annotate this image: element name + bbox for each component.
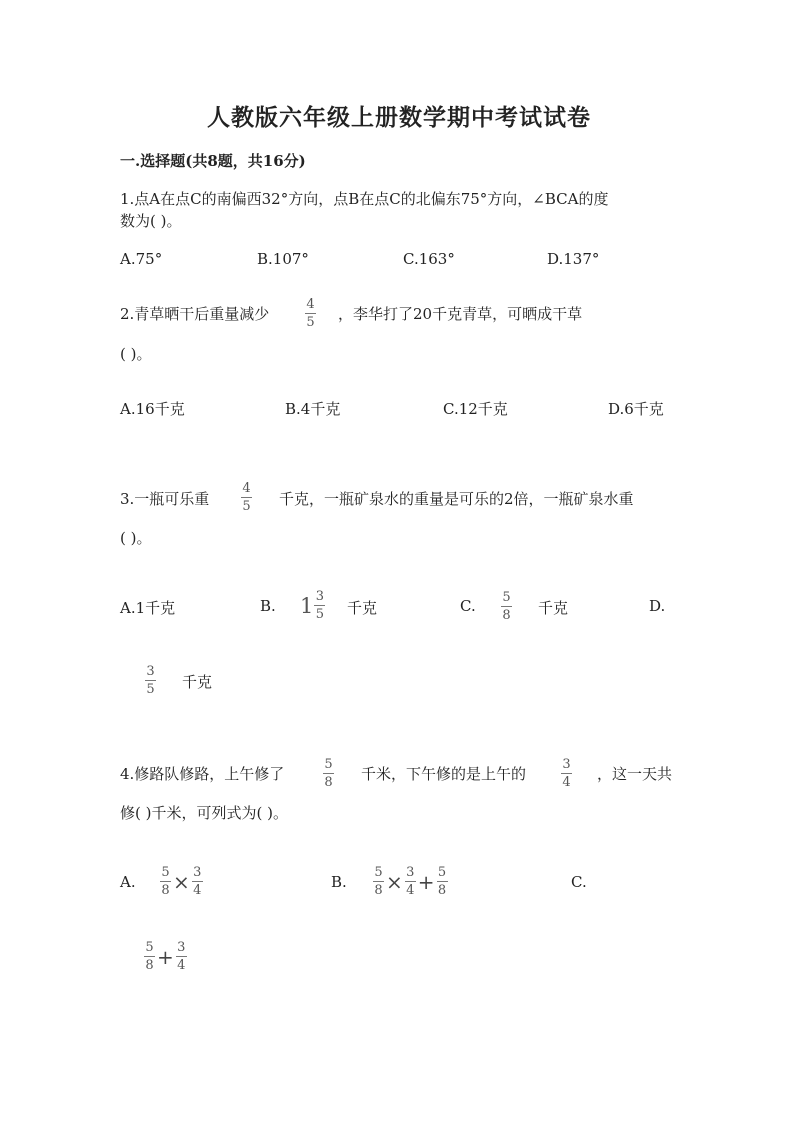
question-3-option-a[interactable]: A.1千克 <box>120 599 176 617</box>
question-3-fraction <box>241 482 252 514</box>
question-2-fraction <box>305 298 316 330</box>
question-4-text-middle: 千米，下午修的是上午的 <box>361 765 527 783</box>
plus-operator: + <box>417 870 435 894</box>
question-1-option-c[interactable]: C.163° <box>403 250 455 268</box>
fraction-bar <box>145 680 156 681</box>
option-label: C. <box>571 873 587 891</box>
fraction-numerator: 5 <box>324 757 333 772</box>
fraction-denominator: 8 <box>145 958 154 973</box>
expression-fraction <box>192 866 203 898</box>
option-label: D. <box>649 597 666 615</box>
question-1-option-b[interactable]: B.107° <box>257 250 309 268</box>
fraction-numerator: 3 <box>406 865 415 880</box>
question-4-text-start: 4.修路队修路，上午修了 <box>120 765 285 783</box>
question-1-line-1: 1.点A在点C的南偏西32°方向，点B在点C的北偏东75°方向，∠BCA的度 <box>120 190 609 208</box>
expression-fraction <box>176 941 187 973</box>
question-2-option-a[interactable]: A.16千克 <box>120 400 185 418</box>
mixed-whole: 1 <box>300 594 314 618</box>
question-4-fraction-2 <box>561 758 572 790</box>
fraction-numerator: 3 <box>315 589 325 604</box>
option-label: B. <box>260 597 276 615</box>
fraction-numerator: 5 <box>502 590 511 605</box>
fraction-numerator: 3 <box>562 757 571 772</box>
question-4-fraction-1 <box>323 758 334 790</box>
fraction-denominator: 8 <box>161 883 170 898</box>
option-fraction <box>145 665 156 697</box>
expression-fraction <box>144 941 155 973</box>
times-operator: × <box>386 870 403 894</box>
question-2-text-end: ，李华打了20千克青草，可晒成干草 <box>338 305 583 323</box>
fraction-numerator: 3 <box>177 940 186 955</box>
option-expression <box>160 866 203 898</box>
option-unit: 千克 <box>182 673 213 691</box>
question-2-option-b[interactable]: B.4千克 <box>285 400 341 418</box>
fraction-denominator: 4 <box>177 958 186 973</box>
fraction-numerator: 5 <box>437 865 447 880</box>
fraction-numerator: 3 <box>193 865 202 880</box>
fraction-numerator: 5 <box>374 865 383 880</box>
fraction-bar <box>373 881 384 882</box>
page-title: 人教版六年级上册数学期中考试试卷 <box>207 104 591 131</box>
fraction-bar <box>160 881 171 882</box>
fraction-denominator: 5 <box>315 607 325 622</box>
fraction-denominator: 4 <box>562 775 571 790</box>
question-2-option-c[interactable]: C.12千克 <box>443 400 508 418</box>
fraction-numerator: 3 <box>146 664 155 679</box>
fraction-bar <box>176 956 187 957</box>
option-fraction <box>501 591 512 623</box>
mixed-number <box>300 590 325 622</box>
fraction-denominator: 8 <box>502 608 511 623</box>
question-4-text-end: ，这一天共 <box>597 765 673 783</box>
question-3-text-start: 3.一瓶可乐重 <box>120 490 210 508</box>
fraction-denominator: 8 <box>324 775 333 790</box>
option-expression <box>144 941 187 973</box>
question-2-option-d[interactable]: D.6千克 <box>608 400 664 418</box>
expression-fraction <box>373 866 384 898</box>
fraction-numerator: 4 <box>306 297 315 312</box>
question-3-text-end: 千克，一瓶矿泉水的重量是可乐的2倍，一瓶矿泉水重 <box>279 490 634 508</box>
expression-fraction <box>160 866 171 898</box>
mixed-fraction <box>314 590 325 622</box>
option-label: A. <box>120 873 136 891</box>
fraction-denominator: 4 <box>406 883 415 898</box>
option-unit: 千克 <box>347 599 378 617</box>
option-label: C. <box>460 597 476 615</box>
fraction-numerator: 5 <box>145 940 154 955</box>
fraction-denominator: 5 <box>242 499 251 514</box>
times-operator: × <box>173 870 190 894</box>
fraction-bar <box>314 605 325 606</box>
fraction-denominator: 4 <box>193 883 202 898</box>
fraction-bar <box>561 773 572 774</box>
fraction-numerator: 4 <box>242 481 251 496</box>
expression-fraction <box>437 866 448 898</box>
option-unit: 千克 <box>538 599 569 617</box>
question-4-line-2: 修( )千米，可列式为( )。 <box>120 804 288 822</box>
fraction-bar <box>501 606 512 607</box>
plus-operator: + <box>157 945 174 969</box>
question-1-line-2: 数为( )。 <box>120 212 182 230</box>
section-heading: 一.选择题(共8题，共16分) <box>120 152 306 170</box>
question-2-answer-blank: ( )。 <box>120 345 152 363</box>
fraction-numerator: 5 <box>161 865 170 880</box>
expression-fraction <box>405 866 416 898</box>
fraction-bar <box>323 773 334 774</box>
fraction-bar <box>305 313 316 314</box>
fraction-denominator: 5 <box>146 682 155 697</box>
fraction-denominator: 8 <box>374 883 383 898</box>
question-3-answer-blank: ( )。 <box>120 529 152 547</box>
fraction-denominator: 5 <box>306 315 315 330</box>
question-2-text-start: 2.青草晒干后重量减少 <box>120 305 270 323</box>
fraction-bar <box>405 881 416 882</box>
option-expression <box>373 866 448 898</box>
fraction-bar <box>144 956 155 957</box>
question-1-option-a[interactable]: A.75° <box>120 250 163 268</box>
fraction-bar <box>241 497 252 498</box>
fraction-bar <box>192 881 203 882</box>
question-1-option-d[interactable]: D.137° <box>547 250 600 268</box>
option-label: B. <box>331 873 347 891</box>
fraction-bar <box>437 881 448 882</box>
fraction-denominator: 8 <box>437 883 447 898</box>
